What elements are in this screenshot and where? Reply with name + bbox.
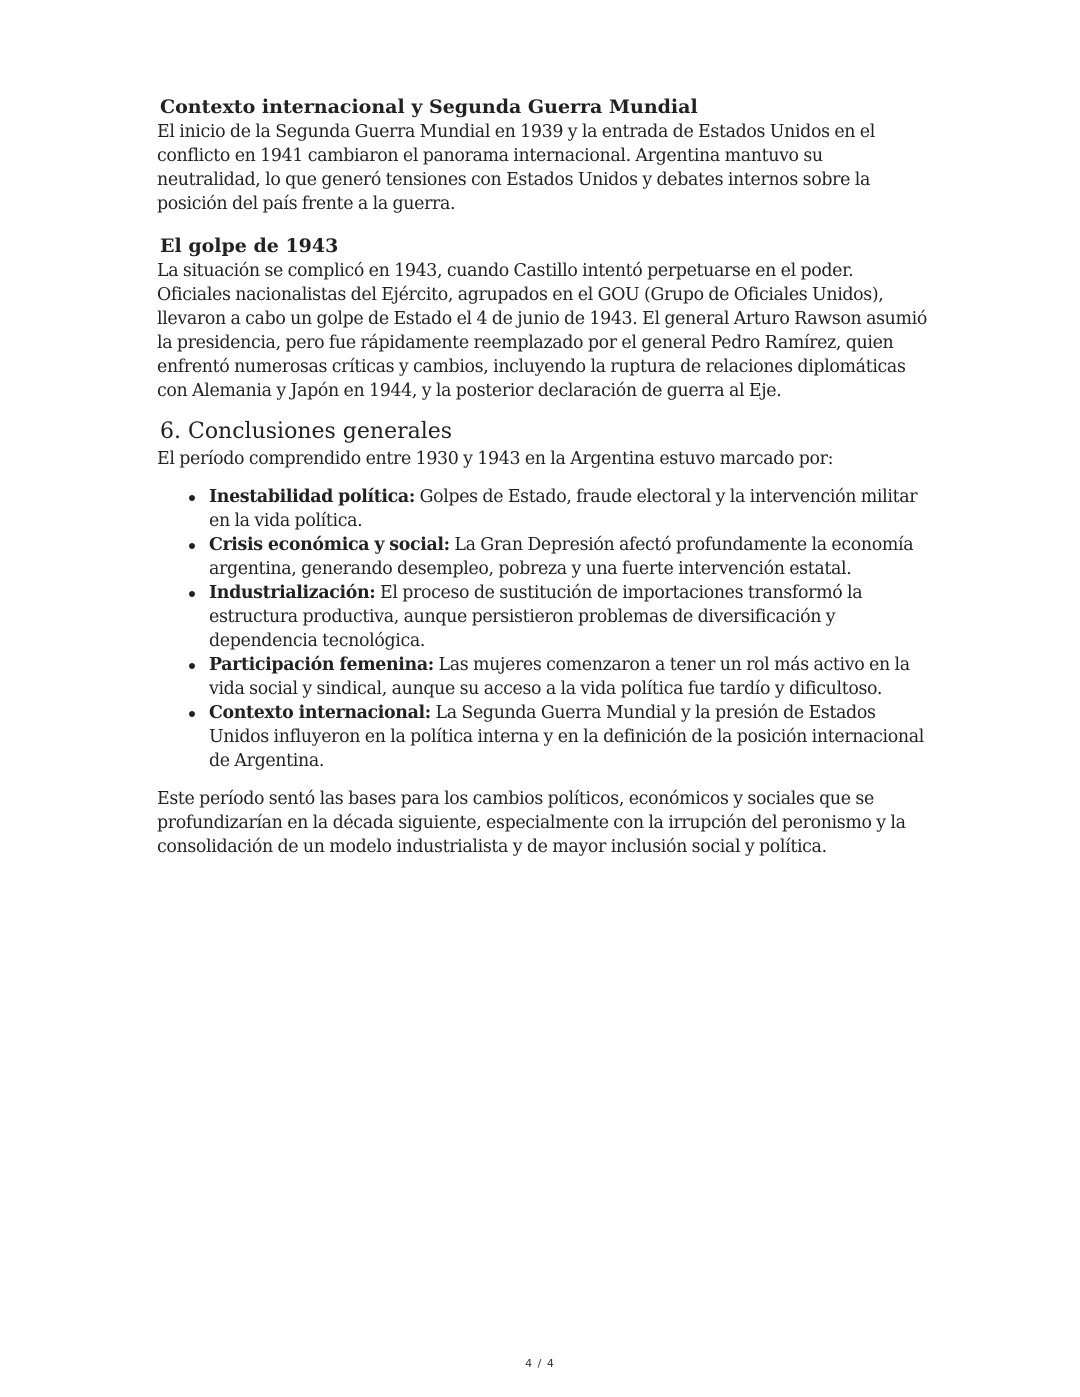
list-item-term: Inestabilidad política: — [209, 487, 415, 507]
document-page — [157, 94, 927, 859]
bullet-icon — [189, 591, 195, 597]
list-item — [157, 581, 927, 653]
list-item-text: Las mujeres comenzaron a tener un rol más activo en la vida social y sindical, aunque su acceso a la vida política fue tardío y dificultoso. — [209, 655, 910, 699]
list-item-term: Contexto internacional: — [209, 703, 431, 723]
bullet-icon — [189, 495, 195, 501]
section-body-contexto: El inicio de la Segunda Guerra Mundial en 1939 y la entrada de Estados Unidos en el conflicto en 1941 cambiaron el panorama internacional. Argentina mantuvo su neutralidad, lo que generó tensiones con Estados Unidos y debates internos sobre la posición del país frente a la guerra. — [157, 122, 875, 214]
section-heading-golpe: El golpe de 1943 — [160, 235, 339, 257]
conclusiones-list — [157, 485, 927, 773]
bullet-icon — [189, 663, 195, 669]
section-heading-contexto: Contexto internacional y Segunda Guerra Mundial — [160, 96, 698, 118]
list-item — [157, 485, 927, 533]
list-item-term: Crisis económica y social: — [209, 535, 450, 555]
list-item — [157, 533, 927, 581]
conclusiones-closing: Este período sentó las bases para los cambios políticos, económicos y sociales que se profundizarían en la década siguiente, especialmente con la irrupción del peronismo y la consolidación de un modelo industrialista y de mayor inclusión social y política. — [157, 789, 906, 857]
list-item-term: Participación femenina: — [209, 655, 434, 675]
list-item — [157, 701, 927, 773]
list-item-text: La Gran Depresión afectó profundamente la economía argentina, generando desempleo, pobreza y una fuerte intervención estatal. — [209, 535, 914, 579]
section-heading-conclusiones: 6. Conclusiones generales — [160, 419, 453, 444]
list-item-text: El proceso de sustitución de importaciones transformó la estructura productiva, aunque persistieron problemas de diversificación y dependencia tecnológica. — [209, 583, 863, 651]
list-item — [157, 653, 927, 701]
conclusiones-intro: El período comprendido entre 1930 y 1943 en la Argentina estuvo marcado por: — [157, 449, 834, 469]
section-body-golpe: La situación se complicó en 1943, cuando Castillo intentó perpetuarse en el poder. Oficiales nacionalistas del Ejército, agrupados en el GOU (Grupo de Oficiales Unidos), llevaron a cabo un golpe de Estado el 4 de junio de 1943. El general Arturo Rawson asumió la presidencia, pero fue rápidamente reemplazado por el general Pedro Ramírez, quien enfrentó numerosas críticas y cambios, incluyendo la ruptura de relaciones diplomáticas con Alemania y Japón en 1944, y la posterior declaración de guerra al Eje. — [157, 261, 927, 401]
list-item-text: La Segunda Guerra Mundial y la presión de Estados Unidos influyeron en la política interna y en la definición de la posición internacional de Argentina. — [209, 703, 924, 771]
bullet-icon — [189, 711, 195, 717]
list-item-text: Golpes de Estado, fraude electoral y la intervención militar en la vida política. — [209, 487, 918, 531]
bullet-icon — [189, 543, 195, 549]
list-item-term: Industrialización: — [209, 583, 376, 603]
page-number: 4 / 4 — [525, 1357, 555, 1370]
